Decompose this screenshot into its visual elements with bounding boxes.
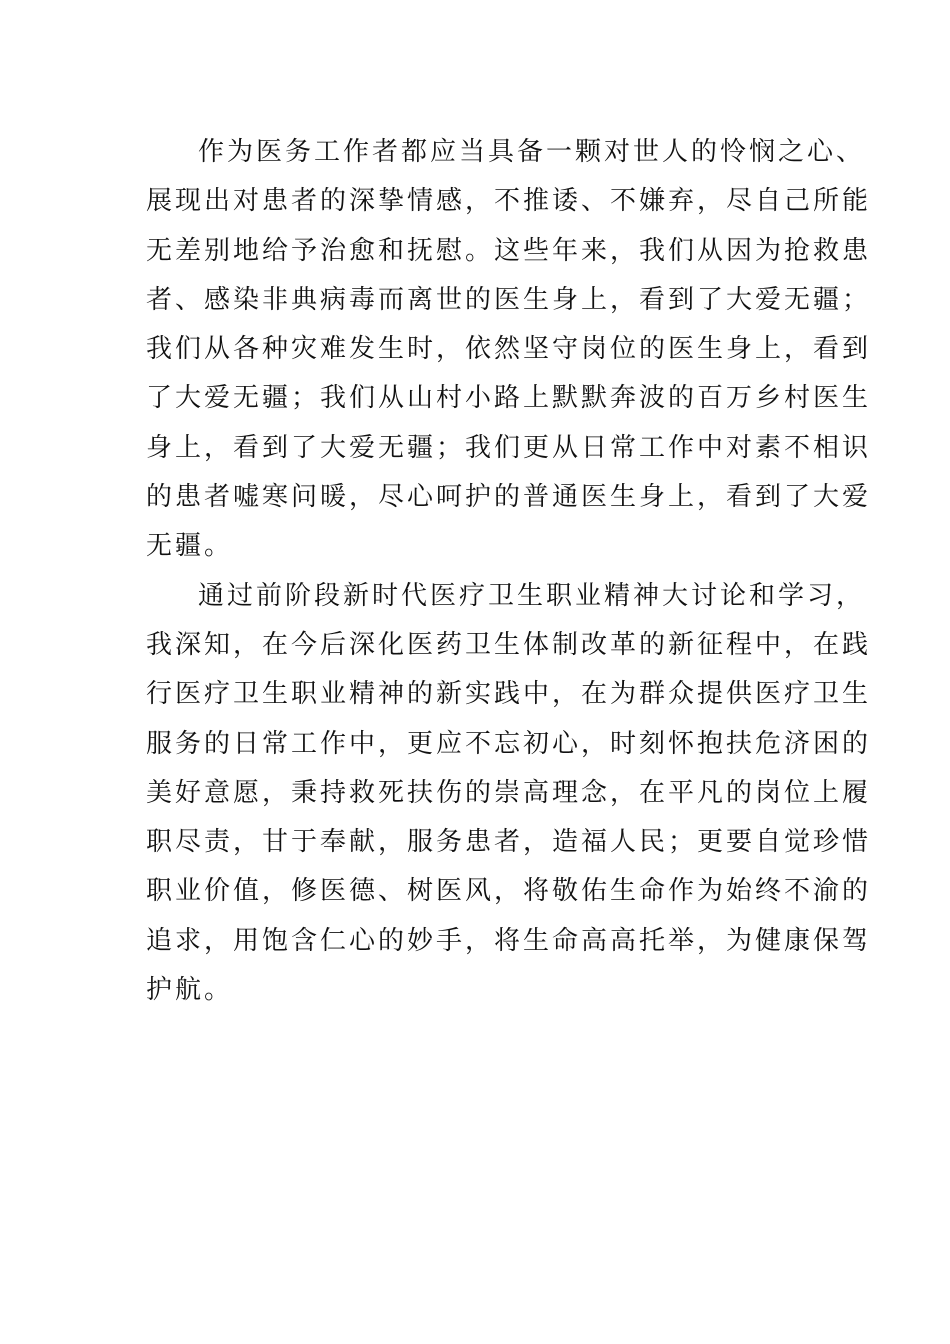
text-line: 者、感染非典病毒而离世的医生身上，看到了大爱无疆； xyxy=(146,284,872,315)
text-line: 无疆。 xyxy=(146,531,234,562)
text-line: 追求，用饱含仁心的妙手，将生命高高托举，为健康保驾 xyxy=(146,925,872,956)
text-line: 护航。 xyxy=(146,975,234,1006)
text-line: 我们从各种灾难发生时，依然坚守岗位的医生身上，看到 xyxy=(146,334,872,365)
text-line: 通过前阶段新时代医疗卫生职业精神大讨论和学习， xyxy=(198,580,866,611)
text-line: 了大爱无疆；我们从山村小路上默默奔波的百万乡村医生 xyxy=(146,383,872,414)
text-line: 无差别地给予治愈和抚慰。这些年来，我们从因为抢救患 xyxy=(146,235,872,266)
text-line: 的患者嘘寒问暖，尽心呵护的普通医生身上，看到了大爱 xyxy=(146,482,872,513)
paragraph xyxy=(146,572,872,1016)
text-line: 作为医务工作者都应当具备一颗对世人的怜悯之心、 xyxy=(198,137,866,167)
text-line: 职尽责，甘于奉献，服务患者，造福人民；更要自觉珍惜 xyxy=(146,827,872,858)
document-body xyxy=(146,128,872,1015)
text-line: 身上，看到了大爱无疆；我们更从日常工作中对素不相识 xyxy=(146,432,872,463)
text-line: 职业价值，修医德、树医风，将敬佑生命作为始终不渝的 xyxy=(146,876,872,907)
text-line: 服务的日常工作中，更应不忘初心，时刻怀抱扶危济困的 xyxy=(146,728,872,759)
text-line: 美好意愿，秉持救死扶伤的崇高理念，在平凡的岗位上履 xyxy=(146,777,872,808)
text-line: 我深知，在今后深化医药卫生体制改革的新征程中，在践 xyxy=(146,629,872,660)
paragraph xyxy=(146,128,872,572)
text-line: 行医疗卫生职业精神的新实践中，在为群众提供医疗卫生 xyxy=(146,679,872,710)
text-line: 展现出对患者的深挚情感，不推诿、不嫌弃，尽自己所能 xyxy=(146,186,872,217)
